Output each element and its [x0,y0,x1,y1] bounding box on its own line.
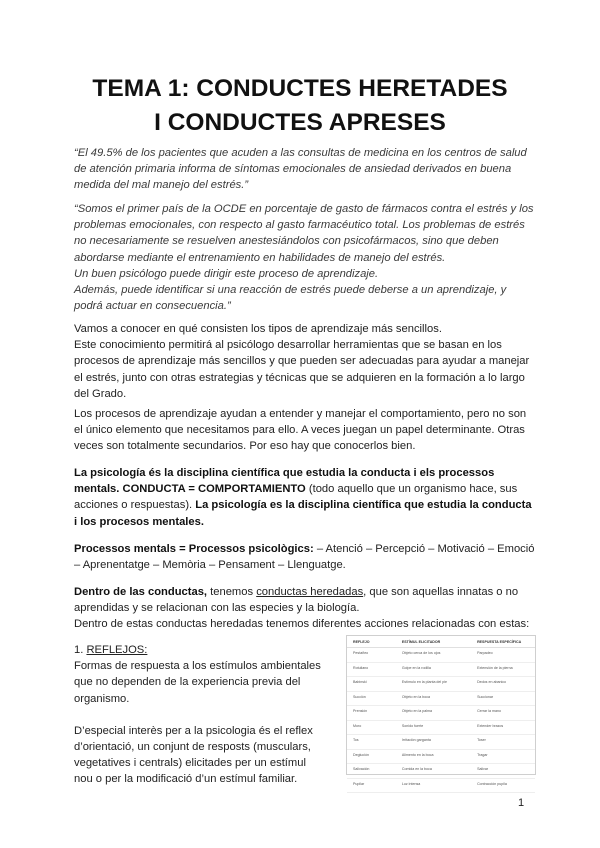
quote-2-line-1: “Somos el primer país de la OCDE en porcentaje de gasto de fármacos contra el estrés y los problemas emocionales, con respecto al gasto farmacéutico total. Los problemas de estrés no necesariamente se resuelven anestesiándolos con psicofármacos, sino que deben abordarse mediante el entrenamiento en habilidades de manejo del estrés. [74,203,534,264]
table-cell: Golpe en la rodilla [396,662,471,677]
table-row [347,662,535,677]
page-number: 1 [518,797,525,809]
quote-1: “El 49.5% de los pacientes que acuden a las consultas de medicina en los centros de salud de atención primaria informa de síntomas emocionales de ansiedad derivados en buena medida del mal manejo del estrés.” [74,147,527,192]
title-line-2: I CONDUCTES APRESES [154,109,446,136]
table-row [347,735,535,750]
table-row [347,764,535,779]
paragraph-inherited-behaviours [74,584,536,633]
table-cell: Babinski [347,677,396,692]
table-cell: Tragar [471,749,535,764]
table-cell: Salivación [347,764,396,779]
reflexes-table [347,636,535,793]
inherited-text-2: , que son aquellas innatas o no aprendidas y se relacionan con las especies y la biología. [74,586,519,615]
table-body [347,648,535,793]
paragraph-1-line-2: Este conocimiento permitirá al psicólogo desarrollar herramientas que se basan en los procesos de aprendizaje más sencillos y que pueden ser adecuadas para ayudar a manejar el estrés, junto con otras estrategias y técnicas que se adquieren en la formación a lo largo del Grado. [74,339,530,400]
table-cell: Prensión [347,706,396,721]
behaviour-definition: (todo aquello que un organismo hace, sus acciones o respuestas). [74,483,518,512]
quote-2-line-2: Un buen psicólogo puede dirigir este proceso de aprendizaje. [74,267,379,280]
table-cell: Sonido fuerte [396,720,471,735]
paragraph-1-line-1: Vamos a conocer en qué consisten los tipos de aprendizaje más sencillos. [74,323,442,335]
paragraph-learning-processes: Los procesos de aprendizaje ayudan a entender y manejar el comportamiento, pero no son el único elemento que necesitamos para ello. A veces juegan un papel determinante. Otras veces son totalmente secundarios. Por eso hay que conocerlos bien. [74,408,527,453]
table-row [347,706,535,721]
table-cell: Estímulo en la planta del pie [396,677,471,692]
table-row [347,691,535,706]
table-header: REFLEJO [347,636,396,648]
table-cell: Toser [471,735,535,750]
table-row [347,720,535,735]
inherited-intro-bold: Dentro de las conductas, [74,586,208,598]
orientation-reflex-note: D’especial interès per a la psicologia és el reflex d’orientació, un conjunt de resposts (musculars, vegetatives i centrals) elicitades per un estímul nou o per la modificació d’un estímul familiar. [74,724,313,786]
paragraph-psychology-definition [74,465,536,530]
table-cell: Luz intensa [396,778,471,793]
reflexes-title: REFLEJOS: [86,644,148,656]
table-cell: Tos [347,735,396,750]
table-cell: Objeto en la palma [396,706,471,721]
reflexes-number: 1. [74,644,87,656]
reflexes-heading [74,642,324,658]
table-cell: Objeto en la boca [396,691,471,706]
psychology-definition-bold-2: La psicología es la disciplina científica que estudia la conducta i los procesos mentales. [74,499,532,528]
psychology-definition-bold: La psicología és la disciplina científica que estudia la conducta i els processos mentals. CONDUCTA = COMPORTAMIENTO [74,467,495,496]
table-cell: Succión [347,691,396,706]
table-cell: Extender brazos [471,720,535,735]
quote-2-line-3: Además, puede identificar si una reacción de estrés puede deberse a un aprendizaje, y podrá actuar en consecuencia.” [74,284,507,313]
table-cell: Pupilar [347,778,396,793]
paragraph-learning-intro [74,321,536,402]
inherited-text-3: Dentro de estas conductas heredadas tenemos diferentes acciones relacionadas con estas: [74,618,530,631]
table-row [347,648,535,663]
inherited-behaviours-term: conductas heredadas [256,586,364,598]
table-cell: Irritación garganta [396,735,471,750]
table-header: ESTÍMUL ELICITADOR [396,636,471,648]
paragraph-mental-processes [74,541,536,573]
table-header-row [347,636,535,648]
mental-processes-label: Processos mentals = Processos psicològics: [74,543,314,555]
mental-processes-list: – Atenció – Percepció – Motivació – Emoció – Aprenentatge – Memòria – Pensament – Llenguatge. [74,543,535,572]
table-cell: Pestañeo [347,648,396,663]
table-cell: Salivar [471,764,535,779]
table-row [347,677,535,692]
title-line-1: TEMA 1: CONDUCTES HERETADES [92,75,508,102]
table-cell: Objeto cerca de los ojos [396,648,471,663]
table-row [347,778,535,793]
table-cell: Alimento en la boca [396,749,471,764]
table-cell: Moro [347,720,396,735]
table-cell: Comida en la boca [396,764,471,779]
table-cell: Dedos en abanico [471,677,535,692]
table-row [347,749,535,764]
table-cell: Extensión de la pierna [471,662,535,677]
table-header: RESPUESTA ESPECÍFICA [471,636,535,648]
inherited-text-1: tenemos [207,586,257,598]
reflexes-table-image [346,635,536,786]
table-cell: Deglución [347,749,396,764]
quote-2 [74,201,536,314]
reflexes-section [74,642,324,788]
table-cell: Rotuliano [347,662,396,677]
table-cell: Parpadeo [471,648,535,663]
page-title [40,72,560,140]
table-cell: Contracción pupila [471,778,535,793]
reflexes-description: Formas de respuesta a los estímulos ambientales que no dependen de la experiencia previa del organismo. [74,660,321,705]
table-cell: Succionar [471,691,535,706]
table-cell: Cerrar la mano [471,706,535,721]
